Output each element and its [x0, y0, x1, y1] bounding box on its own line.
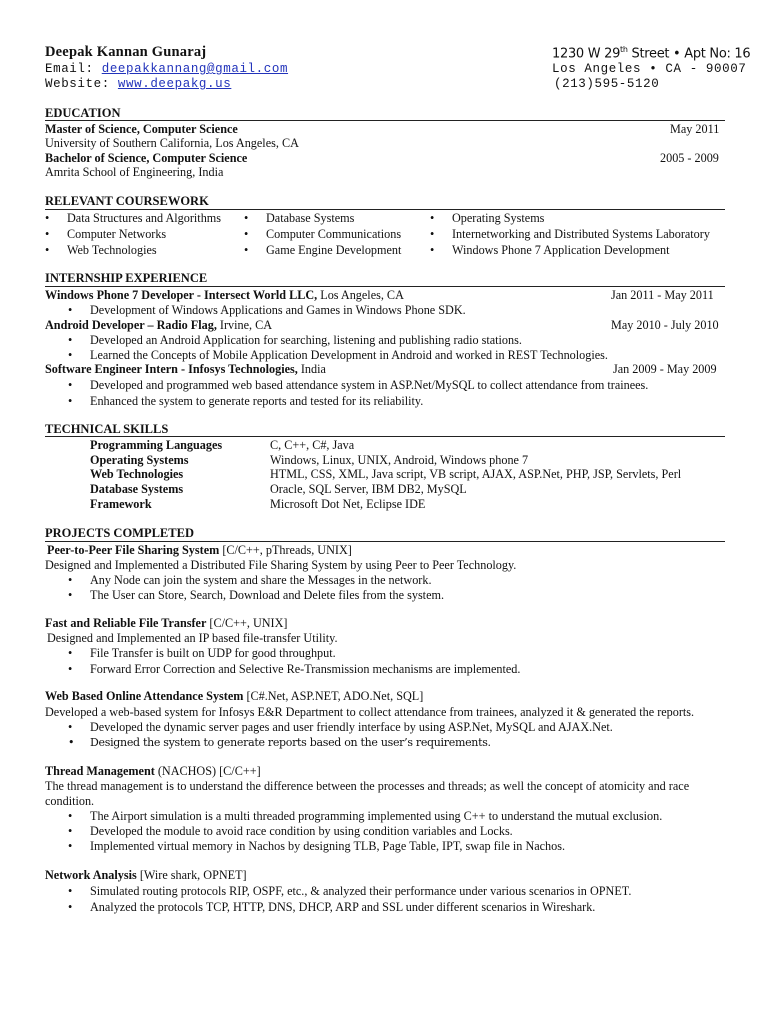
- internship-heading: INTERNSHIP EXPERIENCE: [45, 271, 208, 285]
- project-2-title: Fast and Reliable File Transfer [C/C++, UNIX]: [45, 616, 288, 630]
- course-item: • Web Technologies: [67, 243, 157, 258]
- project-bullet: • Any Node can join the system and share the Messages in the network.: [90, 573, 432, 588]
- job-bullet: • Developed and programmed web based attendance system in ASP.Net/MySQL to collect attendance from trainees.: [90, 378, 648, 393]
- project-2-desc: Designed and Implemented an IP based file-transfer Utility.: [47, 631, 338, 645]
- course-item: • Game Engine Development: [266, 243, 401, 258]
- website-label: Website:: [45, 77, 110, 91]
- skill-label: Programming Languages: [90, 438, 223, 452]
- project-3-title: Web Based Online Attendance System [C#.Net, ASP.NET, ADO.Net, SQL]: [45, 689, 424, 703]
- skill-label: Framework: [90, 497, 152, 511]
- email-label: Email:: [45, 62, 94, 76]
- skills-rule: [45, 436, 725, 437]
- coursework-rule: [45, 209, 725, 210]
- website-line: [45, 77, 231, 91]
- project-bullet: • Implemented virtual memory in Nachos by designing TLB, Page Table, IPT, swap file in Nachos.: [90, 839, 565, 854]
- job-2-date: May 2010 - July 2010: [611, 318, 719, 332]
- skill-value: HTML, CSS, XML, Java script, VB script, AJAX, ASP.Net, PHP, JSP, Servlets, Perl: [270, 467, 682, 481]
- job-3-header: Software Engineer Intern - Infosys Technologies, India: [45, 362, 326, 376]
- skill-value: Windows, Linux, UNIX, Android, Windows phone 7: [270, 453, 529, 467]
- project-4-desc-cont: condition.: [45, 794, 95, 808]
- internship-rule: [45, 286, 725, 287]
- course-item: • Data Structures and Algorithms: [67, 211, 221, 226]
- coursework-heading: RELEVANT COURSEWORK: [45, 194, 209, 208]
- phone: (213)595-5120: [554, 77, 660, 91]
- project-bullet: • Developed the module to avoid race condition by using condition variables and Locks.: [90, 824, 513, 839]
- degree-2: Bachelor of Science, Computer Science: [45, 151, 248, 165]
- project-bullet: • Designed the system to generate reports based on the user’s requirements.: [90, 736, 491, 749]
- degree-1: Master of Science, Computer Science: [45, 122, 238, 136]
- degree-1-date: May 2011: [670, 122, 720, 136]
- job-1-date: Jan 2011 - May 2011: [611, 288, 714, 302]
- job-3-date: Jan 2009 - May 2009: [613, 362, 717, 376]
- project-1-desc: Designed and Implemented a Distributed File Sharing System by using Peer to Peer Technology.: [45, 558, 517, 572]
- education-heading: EDUCATION: [45, 106, 121, 120]
- course-item: • Database Systems: [266, 211, 354, 226]
- skill-value: Oracle, SQL Server, IBM DB2, MySQL: [270, 482, 467, 496]
- course-item: • Computer Networks: [67, 227, 166, 242]
- address-line-1: 1230 W 29th Street • Apt No: 16: [552, 45, 751, 62]
- job-bullet: • Learned the Concepts of Mobile Application Development in Android and worked in REST Technologies.: [90, 348, 608, 363]
- projects-heading: PROJECTS COMPLETED: [45, 526, 194, 540]
- project-bullet: • The User can Store, Search, Download and Delete files from the system.: [90, 588, 444, 603]
- project-bullet: • Forward Error Correction and Selective Re-Transmission mechanisms are implemented.: [90, 662, 520, 677]
- skill-label: Web Technologies: [90, 467, 184, 481]
- email-link[interactable]: deepakkannang@gmail.com: [101, 62, 289, 76]
- job-bullet: • Enhanced the system to generate reports and tested for its reliability.: [90, 394, 423, 409]
- skill-label: Operating Systems: [90, 453, 189, 467]
- project-4-desc: The thread management is to understand the difference between the processes and threads; as well the concept of atomicity and race: [45, 779, 690, 793]
- candidate-name: Deepak Kannan Gunaraj: [45, 44, 207, 60]
- skill-value: Microsoft Dot Net, Eclipse IDE: [270, 497, 426, 511]
- email-line: [45, 62, 288, 76]
- project-bullet: • Developed the dynamic server pages and user friendly interface by using ASP.Net, MySQL and AJAX.Net.: [90, 720, 613, 735]
- projects-rule: [45, 541, 725, 542]
- project-3-desc: Developed a web-based system for Infosys E&R Department to collect attendance from trainees, analyzed it & generated the reports.: [45, 705, 695, 719]
- job-bullet: • Developed an Android Application for searching, listening and publishing radio stations.: [90, 333, 522, 348]
- job-1-header: Windows Phone 7 Developer - Intersect World LLC, Los Angeles, CA: [45, 288, 404, 302]
- project-5-title: Network Analysis [Wire shark, OPNET]: [45, 868, 247, 882]
- project-bullet: • Analyzed the protocols TCP, HTTP, DNS, DHCP, ARP and SSL under different scenarios in Wireshark.: [90, 900, 595, 915]
- school-2: Amrita School of Engineering, India: [45, 165, 224, 179]
- address-line-2: Los Angeles • CA - 90007: [552, 62, 747, 76]
- website-link[interactable]: www.deepakg.us: [117, 77, 232, 91]
- course-item: • Computer Communications: [266, 227, 401, 242]
- skill-label: Database Systems: [90, 482, 184, 496]
- skill-value: C, C++, C#, Java: [270, 438, 355, 452]
- project-4-title: Thread Management (NACHOS) [C/C++]: [45, 764, 261, 778]
- project-bullet: • Simulated routing protocols RIP, OSPF, etc., & analyzed their performance under various scenarios in OPNET.: [90, 884, 631, 899]
- job-2-header: Android Developer – Radio Flag, Irvine, CA: [45, 318, 273, 332]
- education-rule: [45, 120, 725, 121]
- project-1-title: Peer-to-Peer File Sharing System [C/C++, pThreads, UNIX]: [47, 543, 352, 557]
- course-item: • Operating Systems: [452, 211, 544, 226]
- project-bullet: • File Transfer is built on UDP for good throughput.: [90, 646, 336, 661]
- course-item: • Windows Phone 7 Application Development: [452, 243, 670, 258]
- skills-heading: TECHNICAL SKILLS: [45, 422, 169, 436]
- degree-2-date: 2005 - 2009: [660, 151, 719, 165]
- course-item: • Internetworking and Distributed Systems Laboratory: [452, 227, 710, 242]
- project-bullet: • The Airport simulation is a multi threaded programming implemented using C++ to understand the mutual exclusion.: [90, 809, 662, 824]
- school-1: University of Southern California, Los Angeles, CA: [45, 136, 299, 150]
- job-bullet: • Development of Windows Applications and Games in Windows Phone SDK.: [90, 303, 466, 318]
